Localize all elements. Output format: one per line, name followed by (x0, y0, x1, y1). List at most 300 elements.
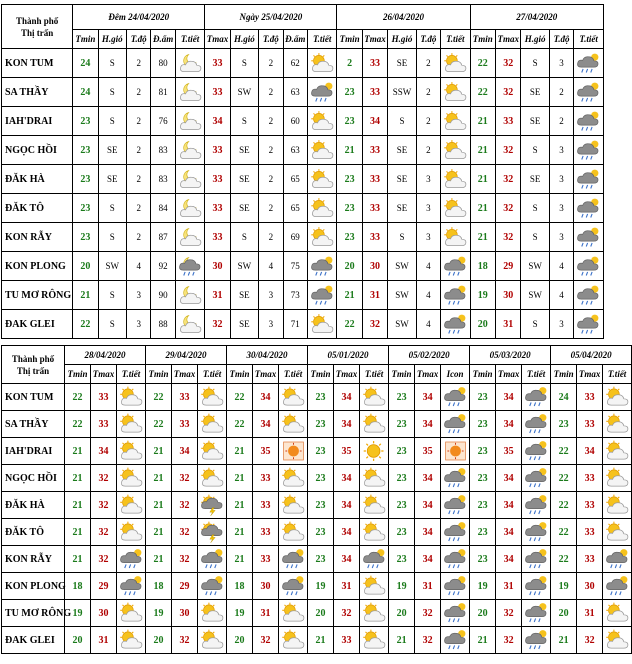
value-cell: 69 (283, 223, 307, 252)
tmin-value: 24 (73, 78, 98, 107)
tmin-value: 18 (227, 573, 253, 600)
sun-cloud-icon (603, 384, 632, 411)
tmin-value: 23 (470, 438, 496, 465)
value-cell: SW (230, 252, 258, 281)
tmax-value: 32 (91, 492, 117, 519)
tmin-value: 21 (65, 465, 91, 492)
table-row (2, 438, 632, 465)
column-header: T.tiết (117, 365, 146, 384)
tmin-value: 20 (73, 252, 98, 281)
city-name: ĐAK GLEI (2, 627, 65, 654)
tmin-value: 23 (389, 465, 415, 492)
column-header: H.gió (388, 30, 416, 49)
cloud-rain-icon (522, 492, 551, 519)
tmin-value: 23 (73, 136, 98, 165)
tmax-value: 35 (496, 438, 522, 465)
tmax-value: 32 (496, 194, 521, 223)
city-name: TU MƠ RÔNG (2, 281, 73, 310)
tmin-value: 23 (308, 411, 334, 438)
value-cell: SE (230, 136, 258, 165)
tmin-value: 21 (470, 107, 495, 136)
tmax-value: 35 (253, 438, 279, 465)
value-cell: 3 (416, 194, 440, 223)
column-header: Tmax (415, 365, 441, 384)
tmax-value: 34 (415, 411, 441, 438)
tmax-value: 33 (362, 49, 387, 78)
table-row (2, 600, 632, 627)
column-header: T.tiết (307, 30, 336, 49)
tmin-value: 23 (337, 223, 362, 252)
column-header: T.tiết (279, 365, 308, 384)
tmax-value: 33 (205, 223, 230, 252)
tmin-value: 20 (470, 600, 496, 627)
column-header: Tmax (334, 365, 360, 384)
value-cell: S (388, 223, 416, 252)
tmax-value: 33 (577, 411, 603, 438)
tmax-value: 32 (496, 78, 521, 107)
value-cell: 90 (151, 281, 175, 310)
tmin-value: 23 (308, 438, 334, 465)
sun-cloud-icon (441, 165, 471, 194)
column-header: Tmin (146, 365, 172, 384)
tmin-value: 21 (65, 546, 91, 573)
hot-icon (279, 438, 308, 465)
tmin-value: 21 (73, 281, 98, 310)
tmin-value: 23 (73, 194, 98, 223)
table-row (2, 194, 604, 223)
value-cell: 76 (151, 107, 175, 136)
cloud-rain-icon (574, 165, 604, 194)
value-cell: SW (521, 281, 549, 310)
sun-cloud-icon (360, 627, 389, 654)
tmin-value: 21 (146, 546, 172, 573)
tmin-value: 22 (146, 411, 172, 438)
tmin-value: 23 (470, 411, 496, 438)
value-cell: 2 (127, 165, 151, 194)
sun-cloud-icon (198, 627, 227, 654)
value-cell: SE (230, 194, 258, 223)
city-name: KON TUM (2, 49, 73, 78)
value-cell: SW (230, 78, 258, 107)
tmax-value: 34 (496, 384, 522, 411)
sun-cloud-icon (360, 519, 389, 546)
sun-cloud-icon (441, 194, 471, 223)
tmax-value: 34 (205, 107, 230, 136)
table-row (2, 627, 632, 654)
column-header: Tmax (496, 365, 522, 384)
tmin-value: 24 (73, 49, 98, 78)
tmax-value: 31 (362, 281, 387, 310)
tmax-value: 34 (577, 438, 603, 465)
tmax-value: 30 (91, 600, 117, 627)
tmax-value: 29 (496, 252, 521, 281)
column-header: T.độ (259, 30, 283, 49)
value-cell: S (98, 107, 126, 136)
column-header: T.tiết (603, 365, 632, 384)
tmax-value: 34 (496, 546, 522, 573)
tmax-value: 29 (172, 573, 198, 600)
tmax-value: 30 (577, 573, 603, 600)
value-cell: 2 (549, 107, 573, 136)
column-header: Tmin (389, 365, 415, 384)
tmin-value: 19 (551, 573, 577, 600)
tmin-value: 21 (65, 519, 91, 546)
column-header: H.gió (521, 30, 549, 49)
cloud-rain-icon (574, 310, 604, 339)
tmax-value: 32 (496, 627, 522, 654)
value-cell: SE (388, 136, 416, 165)
value-cell: SW (98, 252, 126, 281)
hot-icon (441, 438, 470, 465)
tmax-value: 33 (205, 49, 230, 78)
tmin-value: 22 (73, 310, 98, 339)
tmax-value: 32 (91, 465, 117, 492)
tmax-value: 34 (496, 519, 522, 546)
tmin-value: 20 (227, 627, 253, 654)
column-header: Tmax (172, 365, 198, 384)
cloud-rain-icon (441, 546, 470, 573)
tmax-value: 34 (334, 384, 360, 411)
cloud-rain-icon (522, 573, 551, 600)
value-cell: SSW (388, 78, 416, 107)
value-cell: S (521, 223, 549, 252)
tmin-value: 19 (470, 573, 496, 600)
sun-icon (360, 438, 389, 465)
column-header: Đ.ẩm (151, 30, 175, 49)
night-icon (175, 136, 205, 165)
column-header: Tmax (362, 30, 387, 49)
sun-cloud-icon (117, 492, 146, 519)
value-cell: 2 (127, 78, 151, 107)
tmax-value: 34 (334, 492, 360, 519)
tmin-value: 23 (470, 546, 496, 573)
forecast-table-2 (1, 345, 632, 654)
thunder-icon (198, 492, 227, 519)
value-cell: 3 (127, 310, 151, 339)
cloud-rain-icon (574, 281, 604, 310)
date-header: 27/04/2020 (470, 5, 603, 30)
table-row (2, 49, 604, 78)
tmin-value: 21 (470, 627, 496, 654)
tmax-value: 32 (91, 519, 117, 546)
cloud-rain-icon (574, 194, 604, 223)
column-header: Tmin (73, 30, 98, 49)
column-header: Tmin (337, 30, 362, 49)
tmax-value: 31 (91, 627, 117, 654)
value-cell: SE (230, 310, 258, 339)
table-row (2, 78, 604, 107)
sun-cloud-icon (307, 107, 336, 136)
value-cell: SE (388, 49, 416, 78)
tmin-value: 23 (470, 465, 496, 492)
tmax-value: 34 (415, 384, 441, 411)
value-cell: 60 (283, 107, 307, 136)
tmin-value: 18 (470, 252, 495, 281)
tmin-value: 2 (337, 49, 362, 78)
cloud-rain-icon (117, 546, 146, 573)
tmax-value: 35 (415, 438, 441, 465)
tmax-value: 31 (496, 310, 521, 339)
cloud-rain-icon (441, 492, 470, 519)
tmax-value: 31 (253, 600, 279, 627)
tmax-value: 33 (253, 546, 279, 573)
table-row (2, 136, 604, 165)
column-header: Tmin (65, 365, 91, 384)
value-cell: 81 (151, 78, 175, 107)
value-cell: 2 (127, 49, 151, 78)
value-cell: S (230, 107, 258, 136)
value-cell: 3 (549, 223, 573, 252)
sun-cloud-icon (603, 438, 632, 465)
tmin-value: 20 (389, 600, 415, 627)
cloud-rain-icon (574, 252, 604, 281)
cloud-rain-icon (522, 384, 551, 411)
value-cell: SE (388, 194, 416, 223)
value-cell: 3 (416, 223, 440, 252)
tmax-value: 35 (334, 438, 360, 465)
column-header: T.tiết (441, 30, 471, 49)
value-cell: 4 (549, 252, 573, 281)
value-cell: 2 (416, 78, 440, 107)
city-name: ĐĂK HÀ (2, 165, 73, 194)
tmax-value: 34 (253, 384, 279, 411)
tmin-value: 19 (65, 600, 91, 627)
sun-cloud-icon (117, 438, 146, 465)
tmin-value: 20 (470, 310, 495, 339)
value-cell: 2 (127, 194, 151, 223)
value-cell: 2 (416, 49, 440, 78)
sun-cloud-icon (198, 411, 227, 438)
table-row (2, 310, 604, 339)
cloud-rain-icon (441, 411, 470, 438)
tmax-value: 32 (362, 310, 387, 339)
tmin-value: 23 (73, 223, 98, 252)
tmax-value: 33 (577, 492, 603, 519)
city-name: IAH'DRAI (2, 107, 73, 136)
cloud-rain-icon (574, 49, 604, 78)
cloud-rain-icon (574, 223, 604, 252)
tmin-value: 23 (337, 78, 362, 107)
value-cell: S (230, 49, 258, 78)
tmax-value: 32 (172, 465, 198, 492)
cloud-rain-icon (441, 600, 470, 627)
column-header: Tmax (91, 365, 117, 384)
value-cell: 87 (151, 223, 175, 252)
column-header: H.gió (230, 30, 258, 49)
column-header: T.tiết (198, 365, 227, 384)
tmax-value: 33 (577, 465, 603, 492)
city-name: SA THẦY (2, 411, 65, 438)
sun-cloud-icon (279, 411, 308, 438)
column-header: Tmin (308, 365, 334, 384)
city-name: ĐAK GLEI (2, 310, 73, 339)
tmax-value: 33 (577, 546, 603, 573)
tmin-value: 21 (227, 492, 253, 519)
value-cell: 2 (259, 107, 283, 136)
column-header: T.tiết (574, 30, 604, 49)
value-cell: SW (521, 252, 549, 281)
value-cell: SE (521, 165, 549, 194)
tmin-value: 23 (389, 438, 415, 465)
night-icon (175, 78, 205, 107)
date-header: Ngày 25/04/2020 (205, 5, 337, 30)
city-name: TU MƠ RÔNG (2, 600, 65, 627)
tmax-value: 30 (253, 573, 279, 600)
tmin-value: 21 (146, 438, 172, 465)
city-name: SA THẦY (2, 78, 73, 107)
value-cell: 2 (259, 78, 283, 107)
night-icon (175, 165, 205, 194)
value-cell: S (521, 310, 549, 339)
tmin-value: 22 (146, 384, 172, 411)
tmin-value: 21 (227, 438, 253, 465)
thunder-icon (198, 519, 227, 546)
tmin-value: 22 (551, 438, 577, 465)
table-row (2, 465, 632, 492)
value-cell: S (98, 194, 126, 223)
tmin-value: 19 (146, 600, 172, 627)
column-header: T.tiết (175, 30, 205, 49)
tmin-value: 23 (308, 546, 334, 573)
value-cell: 4 (416, 310, 440, 339)
value-cell: 3 (127, 281, 151, 310)
value-cell: 65 (283, 194, 307, 223)
tmax-value: 33 (362, 223, 387, 252)
sun-cloud-icon (307, 194, 336, 223)
tmin-value: 21 (146, 492, 172, 519)
cloud-rain-icon (522, 546, 551, 573)
sun-cloud-icon (279, 600, 308, 627)
tmin-value: 23 (337, 107, 362, 136)
sun-cloud-icon (307, 136, 336, 165)
tmax-value: 32 (415, 600, 441, 627)
value-cell: 3 (549, 310, 573, 339)
cloud-rain-icon (522, 465, 551, 492)
sun-cloud-icon (441, 136, 471, 165)
tmax-value: 34 (334, 465, 360, 492)
value-cell: 2 (549, 78, 573, 107)
column-header: Tmax (205, 30, 230, 49)
tmin-value: 18 (65, 573, 91, 600)
night-icon (175, 310, 205, 339)
tmax-value: 33 (205, 194, 230, 223)
sun-cloud-icon (307, 310, 336, 339)
tmax-value: 33 (362, 165, 387, 194)
table-row (2, 546, 632, 573)
sun-cloud-icon (441, 107, 471, 136)
cloud-rain-icon (522, 519, 551, 546)
value-cell: S (388, 107, 416, 136)
city-column-header: Thành phố Thị trấn (2, 346, 65, 384)
tmax-value: 33 (362, 78, 387, 107)
tmin-value: 21 (227, 546, 253, 573)
tmin-value: 24 (551, 384, 577, 411)
table-row (2, 107, 604, 136)
city-name: KON PLONG (2, 252, 73, 281)
city-name: KON RẪY (2, 546, 65, 573)
value-cell: 63 (283, 78, 307, 107)
city-name: NGỌC HỒI (2, 465, 65, 492)
tmin-value: 22 (65, 384, 91, 411)
column-header: Tmin (227, 365, 253, 384)
value-cell: SE (388, 165, 416, 194)
date-header: Đêm 24/04/2020 (73, 5, 205, 30)
value-cell: S (521, 49, 549, 78)
tmin-value: 23 (551, 411, 577, 438)
sun-cloud-icon (603, 519, 632, 546)
tmin-value: 21 (146, 465, 172, 492)
tmin-value: 21 (470, 223, 495, 252)
value-cell: 3 (259, 310, 283, 339)
value-cell: SE (521, 107, 549, 136)
sun-cloud-icon (360, 492, 389, 519)
cloud-rain-icon (117, 573, 146, 600)
city-column-header: Thành phố Thị trấn (2, 5, 73, 49)
tmax-value: 33 (253, 465, 279, 492)
value-cell: 4 (259, 252, 283, 281)
tmin-value: 22 (551, 546, 577, 573)
value-cell: 2 (127, 223, 151, 252)
tmin-value: 23 (389, 546, 415, 573)
sun-cloud-icon (603, 492, 632, 519)
sun-cloud-icon (279, 627, 308, 654)
value-cell: SE (98, 136, 126, 165)
tmax-value: 34 (362, 107, 387, 136)
column-header: H.gió (98, 30, 126, 49)
tmax-value: 33 (91, 384, 117, 411)
cloud-rain-icon (574, 78, 604, 107)
tmin-value: 22 (551, 492, 577, 519)
value-cell: 4 (549, 281, 573, 310)
table-row (2, 252, 604, 281)
date-header: 05/03/2020 (470, 346, 551, 365)
tmax-value: 34 (496, 411, 522, 438)
sun-cloud-icon (603, 600, 632, 627)
value-cell: 63 (283, 136, 307, 165)
cloud-rain-icon (441, 573, 470, 600)
cloud-rain-icon (307, 281, 336, 310)
tmin-value: 21 (470, 136, 495, 165)
value-cell: 2 (127, 136, 151, 165)
tmin-value: 20 (65, 627, 91, 654)
value-cell: SW (388, 252, 416, 281)
tmin-value: 22 (551, 519, 577, 546)
tmax-value: 33 (253, 519, 279, 546)
tmax-value: 33 (172, 411, 198, 438)
tmax-value: 32 (496, 165, 521, 194)
tmax-value: 34 (334, 411, 360, 438)
cloud-rain-icon (603, 546, 632, 573)
cloud-rain-icon (307, 78, 336, 107)
tmax-value: 31 (577, 600, 603, 627)
city-name: ĐĂK HÀ (2, 492, 65, 519)
column-header: T.tiết (360, 365, 389, 384)
value-cell: SW (388, 310, 416, 339)
value-cell: 75 (283, 252, 307, 281)
value-cell: 71 (283, 310, 307, 339)
value-cell: 3 (549, 136, 573, 165)
value-cell: 80 (151, 49, 175, 78)
tmax-value: 33 (253, 492, 279, 519)
date-header: 28/04/2020 (65, 346, 146, 365)
tmin-value: 23 (389, 384, 415, 411)
column-header: T.độ (127, 30, 151, 49)
tmax-value: 33 (91, 411, 117, 438)
column-header: Tmin (470, 30, 495, 49)
sun-cloud-icon (198, 384, 227, 411)
tmax-value: 34 (415, 492, 441, 519)
sun-cloud-icon (603, 411, 632, 438)
